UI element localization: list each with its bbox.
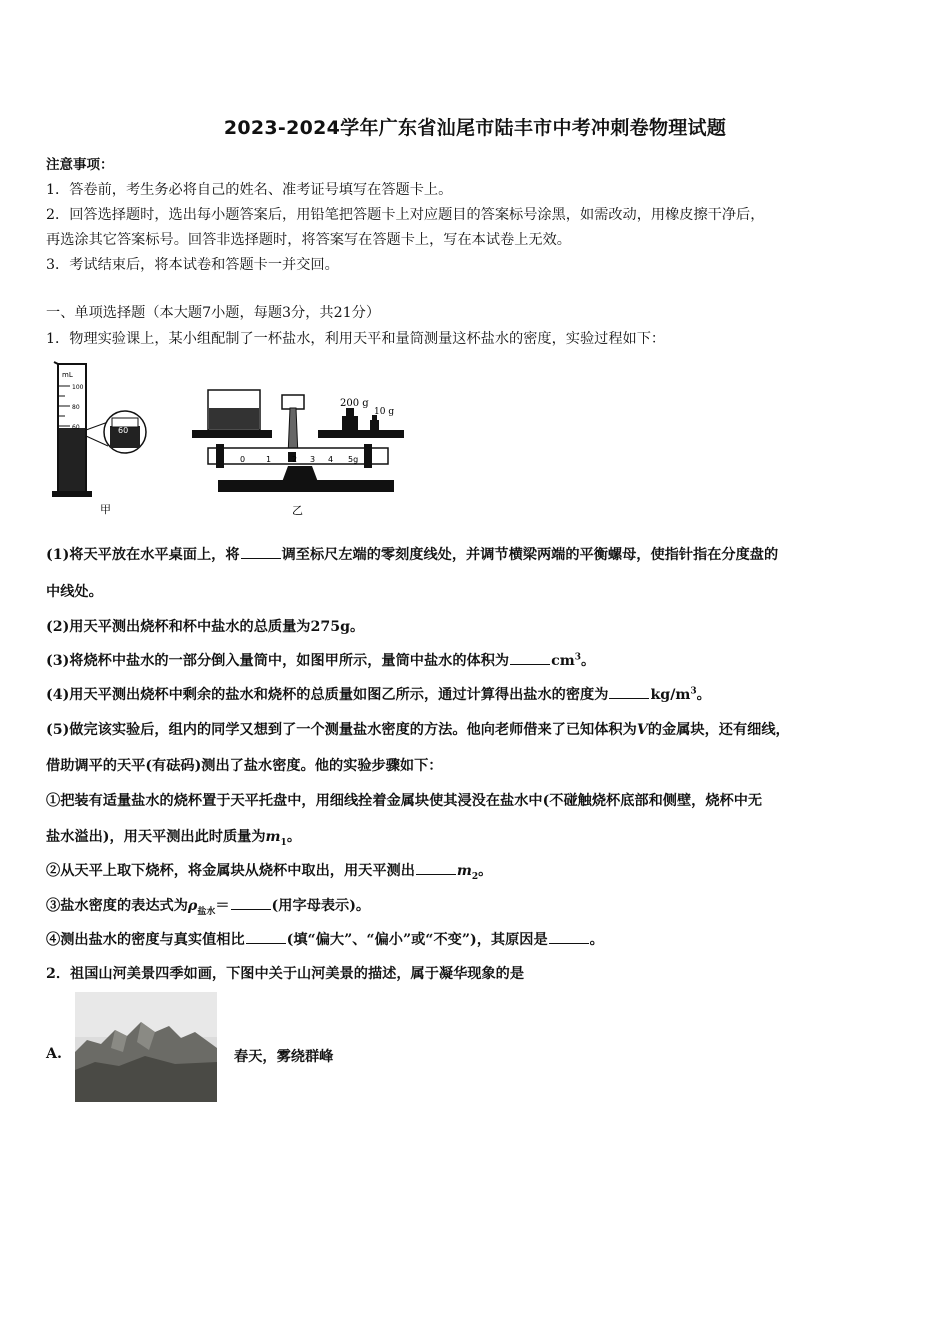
q1-step1-end: 。 [286,829,302,845]
scale-mark-4: 4 [328,455,334,464]
cylinder-tick-80: 80 [72,404,80,411]
q1-part4 [46,684,711,704]
figure-yi-balance [188,380,413,520]
option-a-label[interactable]: A. [46,1046,62,1062]
answer-blank-5[interactable] [231,897,271,910]
question-1-stem: 1．物理实验课上，某小组配制了一杯盐水，利用天平和量筒测量这杯盐水的密度，实验过程如下： [46,331,666,347]
q1-step4 [46,929,604,949]
q1-part5-cont: 借助调平的天平(有砝码)测出了盐水密度。他的实验步骤如下： [46,758,443,774]
cylinder-tick-60: 60 [72,424,80,431]
scale-mark-3: 3 [310,455,316,464]
q1-part5-text-b: 的金属块，还有细线， [647,722,790,738]
q1-step3-text: ③盐水密度的表达式为 [46,898,188,914]
q1-part1-text-b: 调至标尺左端的零刻度线处，并调节横梁两端的平衡螺母，使指针指在分度盘的 [281,547,779,563]
zoom-reading-label: 60 [118,426,129,435]
q1-step4-end: 。 [589,932,604,948]
q1-part1-cont: 中线处。 [46,584,103,600]
q1-step1-text: 盐水溢出)，用天平测出此时质量为 [46,829,266,845]
figure-jia-label: 甲 [100,503,111,516]
q1-part2: (2)用天平测出烧杯和杯中盐水的总质量为275g。 [46,619,365,635]
q1-step1: ①把装有适量盐水的烧杯置于天平托盘中，用细线拴着金属块使其浸没在盐水中(不碰触烧杯底部和侧壁，烧杯中无 [46,793,763,809]
q1-step3 [46,895,370,917]
q1-step2 [46,860,492,882]
answer-blank-1[interactable] [241,546,281,559]
equals-sign: ＝ [215,898,230,914]
q1-part4-end: 。 [696,687,711,703]
section-heading: 一、单项选择题（本大题7小题，每题3分，共21分） [46,305,381,321]
figure-jia-graduated-cylinder [50,360,150,520]
page-title: 2023-2024学年广东省汕尾市陆丰市中考冲刺卷物理试题 [223,117,727,139]
symbol-m1-sub: 1 [280,837,287,848]
answer-blank-3[interactable] [609,686,649,699]
symbol-m2: m [456,863,472,879]
unit-kg-m: kg/m [650,687,691,703]
scale-mark-2: 2 [292,455,298,464]
answer-blank-4[interactable] [416,862,456,875]
unit-cm-exp: 3 [574,652,582,663]
scale-mark-1: 1 [266,455,272,464]
q1-step1-cont [46,826,301,848]
notice-item-1: 1．答卷前，考生务必将自己的姓名、准考证号填写在答题卡上。 [46,182,453,198]
option-a-text: 春天，雾绕群峰 [234,1049,334,1065]
q1-step3-end: (用字母表示)。 [271,898,371,914]
unit-kg-m-exp: 3 [690,686,697,697]
question-2-stem: 2．祖国山河美景四季如画，下图中关于山河美景的描述，属于凝华现象的是 [46,966,525,982]
unit-cm: cm [551,653,575,669]
notice-item-3: 3．考试结束后，将本试卷和答题卡一并交回。 [46,257,339,273]
q1-step4-text-b: (填“偏大”、“偏小”或“不变”)，其原因是 [286,932,548,948]
option-a-mountain-image[interactable] [75,992,217,1102]
mist-mountain-picture [75,992,217,1102]
q1-step2-end: 。 [478,863,493,879]
q1-step4-text-a: ④测出盐水的密度与真实值相比 [46,932,245,948]
cylinder-unit-label: mL [62,371,73,379]
symbol-rho-sub: 盐水 [197,906,216,917]
cylinder-tick-100: 100 [72,384,84,391]
q1-part3 [46,650,595,670]
symbol-v: V [636,722,648,738]
answer-blank-6[interactable] [246,931,286,944]
notice-heading: 注意事项： [46,157,114,173]
answer-blank-2[interactable] [510,652,550,665]
weight-10g-label: 10 g [374,407,395,417]
answer-blank-7[interactable] [549,931,589,944]
q1-part1 [46,544,778,564]
symbol-m2-sub: 2 [471,871,479,882]
q1-part3-text: (3)将烧杯中盐水的一部分倒入量筒中，如图甲所示，量筒中盐水的体积为 [46,653,510,669]
q1-part5 [46,719,790,739]
weight-200g-label: 200 g [340,398,369,409]
q1-part3-end: 。 [581,653,596,669]
scale-mark-0: 0 [240,455,246,464]
scale-mark-5g: 5g [348,455,359,464]
symbol-m1: m [265,829,281,845]
q1-part1-text-a: (1)将天平放在水平桌面上，将 [46,547,240,563]
notice-item-2: 2．回答选择题时，选出每小题答案后，用铅笔把答题卡上对应题目的答案标号涂黑，如需改动，用橡皮擦干净后， [46,207,765,223]
figure-yi-label: 乙 [292,504,303,517]
q1-step2-text: ②从天平上取下烧杯，将金属块从烧杯中取出，用天平测出 [46,863,415,879]
notice-item-2-cont: 再选涂其它答案标号。回答非选择题时，将答案写在答题卡上，写在本试卷上无效。 [46,232,571,248]
q1-part5-text-a: (5)做完该实验后，组内的同学又想到了一个测量盐水密度的方法。他向老师借来了已知体积为 [46,722,637,738]
symbol-rho: ρ [187,898,198,914]
q1-part4-text: (4)用天平测出烧杯中剩余的盐水和烧杯的总质量如图乙所示，通过计算得出盐水的密度为 [46,687,609,703]
